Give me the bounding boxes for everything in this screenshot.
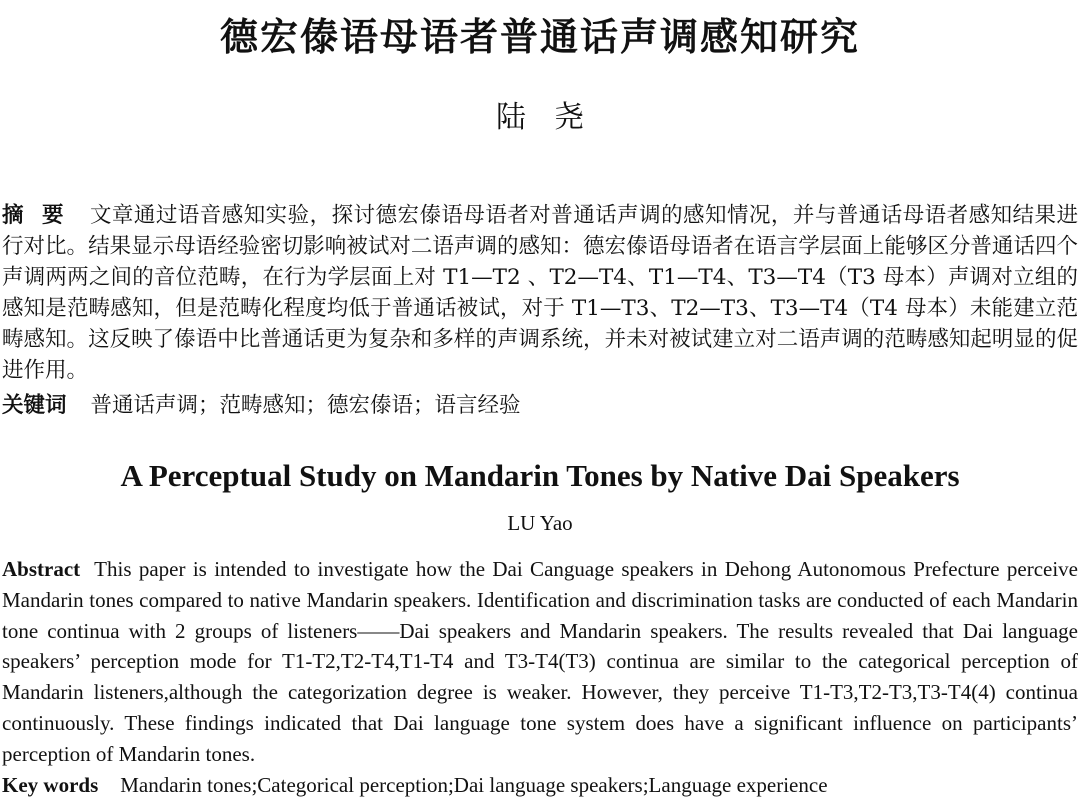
chinese-author: 陆尧	[496, 100, 612, 135]
english-title: A Perceptual Study on Mandarin Tones by Native Dai Speakers	[120, 458, 960, 493]
english-abstract-text: This paper is intended to investigate how the Dai Canguage speakers in Dehong Autonomous Prefecture perceive Mandarin tones compared to native Mandarin speakers. Identification and discrimination tasks are conducted of each Mandarin tone continua with 2 groups of listeners——Dai speakers and Mandarin speakers. The results revealed that Dai language speakers’ perception mode for T1-T2,T2-T4,T1-T4 and T3-T4(T3) continua are similar to the categorical perception of Mandarin listeners,although the categorization degree is weaker. However, they perceive T1-T3,T2-T3,T3-T4(4) continua continuously. These findings indicated that Dai language tone system does have a significant influence on participants’ perception of Mandarin tones.	[2, 557, 1078, 766]
english-abstract	[2, 554, 1078, 770]
english-keywords-label: Key words	[2, 773, 99, 797]
english-keywords	[2, 770, 1078, 800]
chinese-abstract-label: 摘要	[2, 203, 82, 228]
chinese-abstract-text: 文章通过语音感知实验，探讨德宏傣语母语者对普通话声调的感知情况，并与普通话母语者感知结果进行对比。结果显示母语经验密切影响被试对二语声调的感知：德宏傣语母语者在语言学层面上能够区分普通话四个声调两两之间的音位范畴，在行为学层面上对 T1—T2 、T2—T4、T1—T4、T3—T4（T3 母本）声调对立组的感知是范畴感知，但是范畴化程度均低于普通话被试，对于 T1—T3、T2—T3、T3—T4（T4 母本）未能建立范畴感知。这反映了傣语中比普通话更为复杂和多样的声调系统，并未对被试建立对二语声调的范畴感知起明显的促进作用。	[2, 203, 1078, 383]
chinese-abstract	[2, 200, 1078, 386]
chinese-keywords	[2, 390, 1078, 421]
english-keywords-text: Mandarin tones;Categorical perception;Dai language speakers;Language experience	[120, 773, 828, 797]
chinese-keywords-text: 普通话声调；范畴感知；德宏傣语；语言经验	[90, 393, 521, 418]
english-author: LU Yao	[507, 511, 573, 535]
chinese-keywords-label: 关键词	[2, 393, 67, 418]
english-abstract-label: Abstract	[2, 557, 81, 581]
chinese-title: 德宏傣语母语者普通话声调感知研究	[219, 15, 860, 59]
